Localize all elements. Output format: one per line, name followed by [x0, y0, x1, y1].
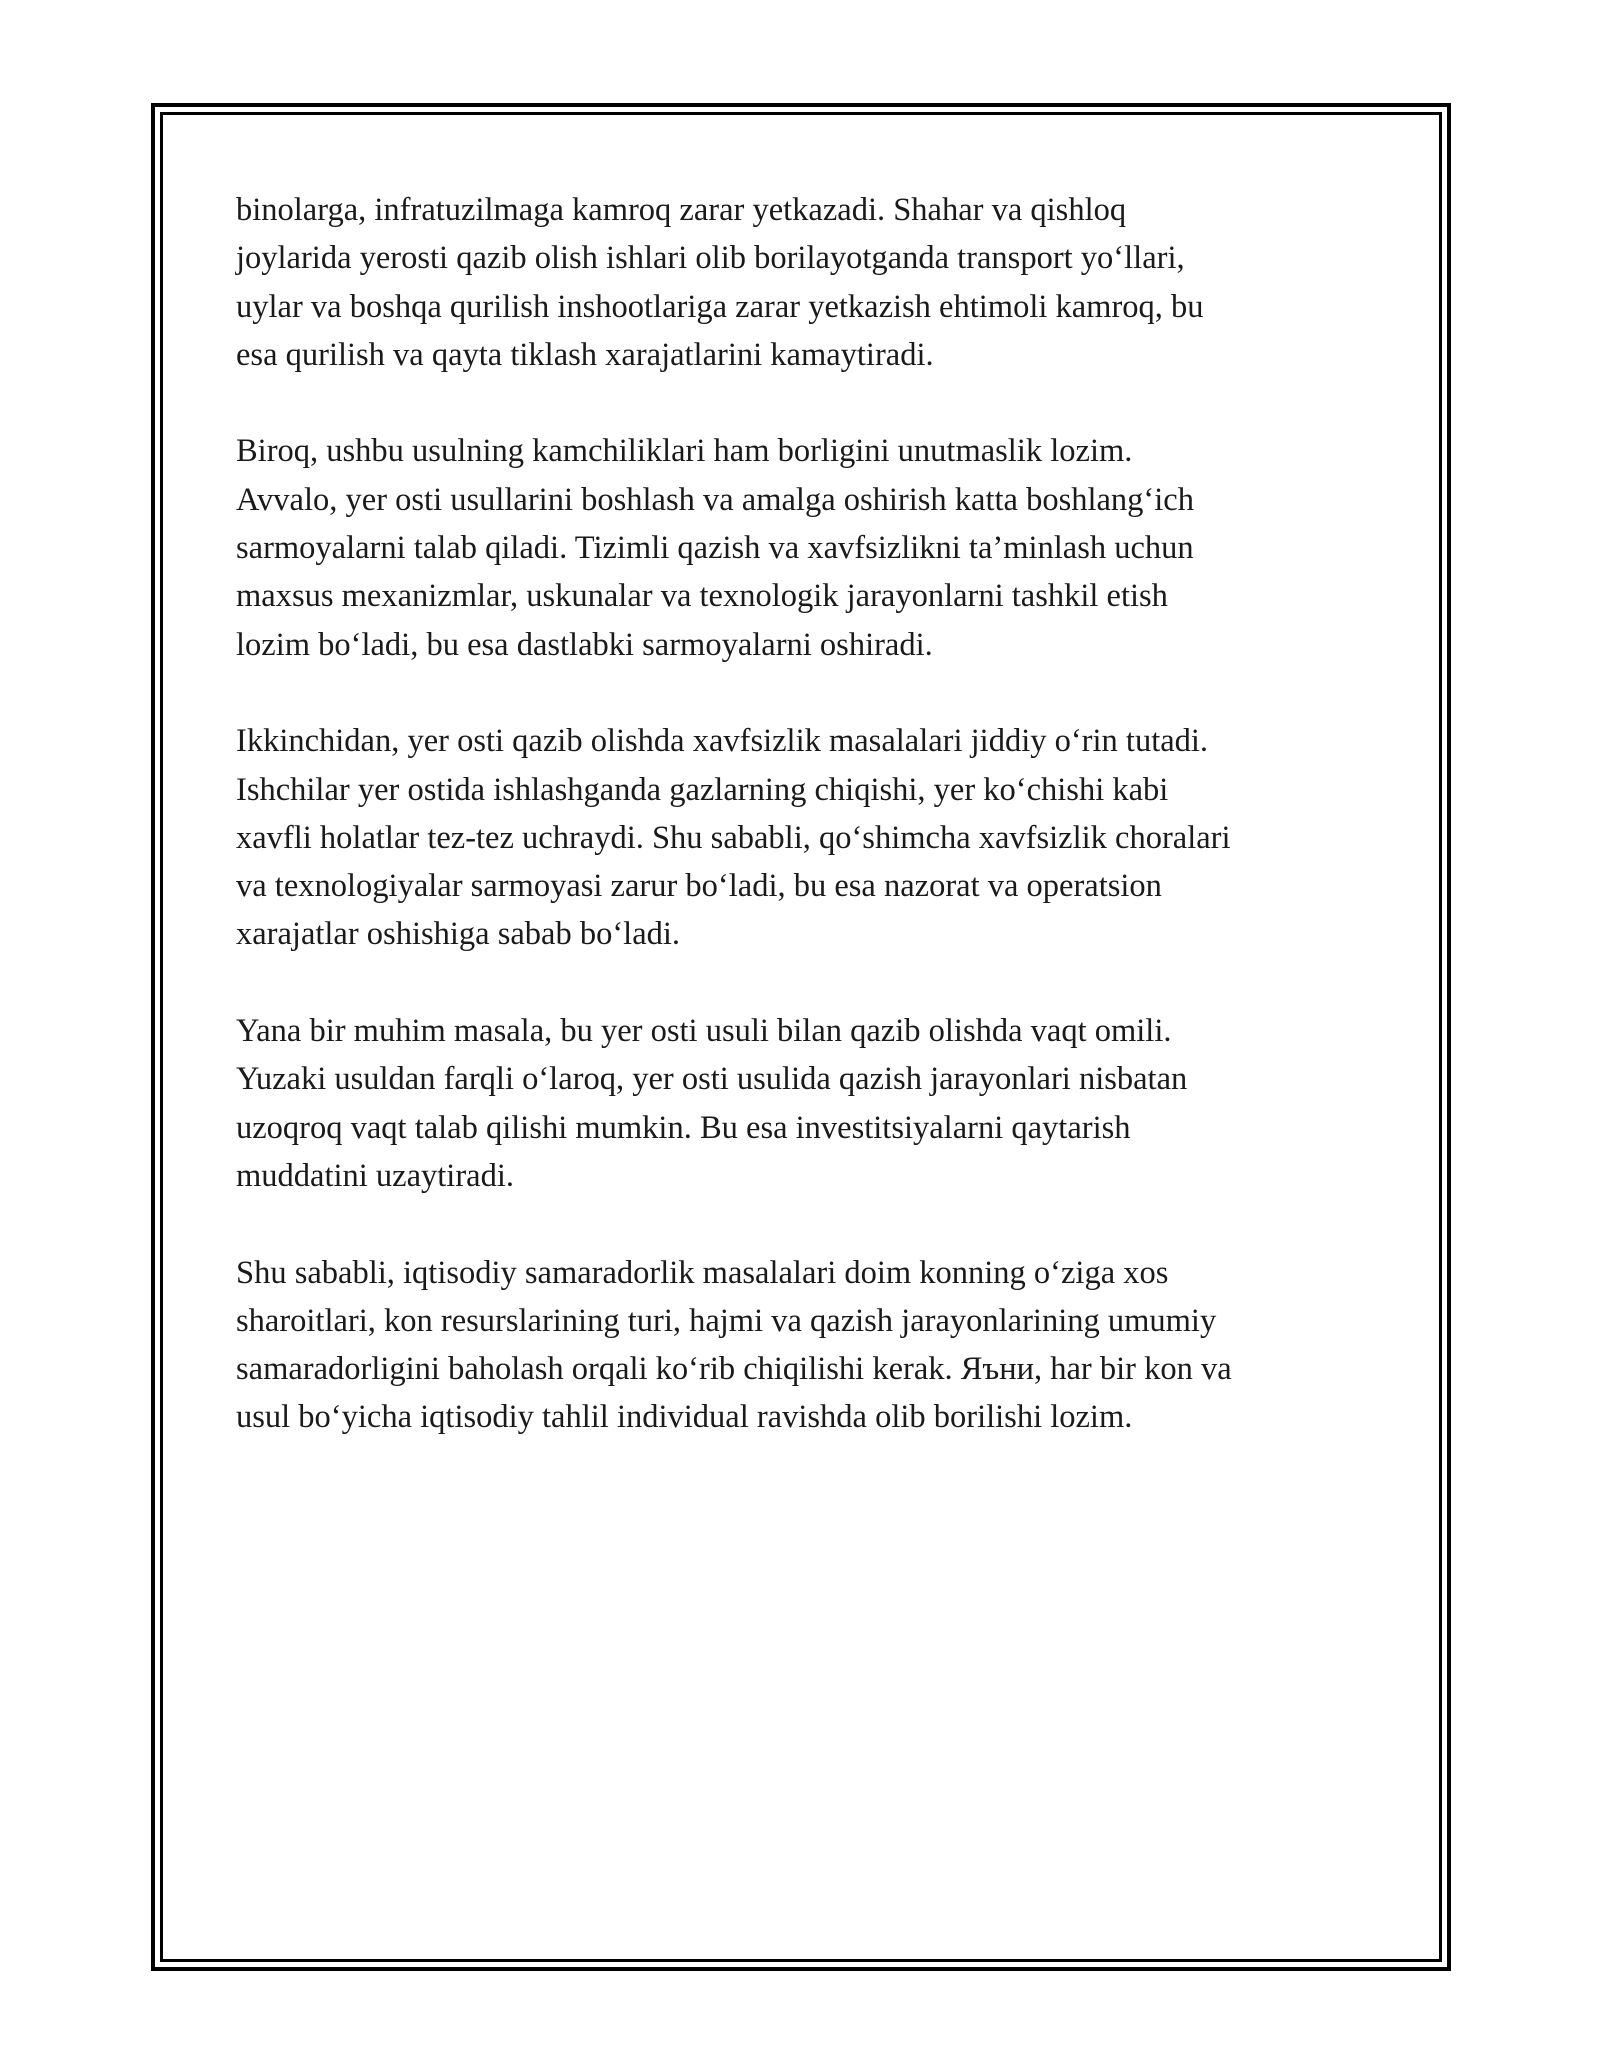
paragraph-2 — [236, 427, 1376, 668]
text-line: uylar va boshqa qurilish inshootlariga zarar yetkazish ehtimoli kamroq, bu — [236, 288, 1204, 325]
text-line: Ikkinchidan, yer osti qazib olishda xavfsizlik masalalari jiddiy o‘rin tutadi. — [236, 723, 1209, 760]
paragraph-3 — [236, 717, 1376, 958]
text-line: muddatini uzaytiradi. — [236, 1157, 514, 1194]
text-line: xavfli holatlar tez-tez uchraydi. Shu sababli, qo‘shimcha xavfsizlik choralari — [236, 819, 1231, 856]
text-line: Ishchilar yer ostida ishlashganda gazlarning chiqishi, yer ko‘chishi kabi — [236, 771, 1169, 808]
text-line: sharoitlari, kon resurslarining turi, hajmi va qazish jarayonlarining umumiy — [236, 1302, 1217, 1339]
text-line: binolarga, infratuzilmaga kamroq zarar yetkazadi. Shahar va qishloq — [236, 192, 1127, 228]
text-line: Yuzaki usuldan farqli o‘laroq, yer osti usulida qazish jarayonlari nisbatan — [236, 1061, 1188, 1098]
text-line: lozim bo‘ladi, bu esa dastlabki sarmoyalarni oshiradi. — [236, 626, 933, 663]
text-line: samaradorligini baholash orqali ko‘rib chiqilishi kerak. Яъни, har bir kon va — [236, 1351, 1232, 1388]
text-line: xarajatlar oshishiga sabab bo‘ladi. — [236, 916, 681, 953]
paragraph-4 — [236, 1007, 1376, 1200]
text-line: maxsus mexanizmlar, uskunalar va texnologik jarayonlarni tashkil etish — [236, 578, 1168, 615]
document-body — [236, 186, 1376, 1490]
text-line: usul bo‘yicha iqtisodiy tahlil individual ravishda olib borilishi lozim. — [236, 1399, 1133, 1436]
paragraph-1 — [236, 186, 1376, 379]
text-line: Avvalo, yer osti usullarini boshlash va amalga oshirish katta boshlang‘ich — [236, 481, 1194, 518]
paragraph-5 — [236, 1249, 1376, 1442]
text-line: Shu sababli, iqtisodiy samaradorlik masalalari doim konning o‘ziga xos — [236, 1254, 1169, 1291]
text-line: esa qurilish va qayta tiklash xarajatlarini kamaytiradi. — [236, 336, 934, 373]
text-line: Biroq, ushbu usulning kamchiliklari ham borligini unutmaslik lozim. — [236, 433, 1133, 470]
text-line: Yana bir muhim masala, bu yer osti usuli bilan qazib olishda vaqt omili. — [236, 1013, 1172, 1050]
text-line: uzoqroq vaqt talab qilishi mumkin. Bu esa investitsiyalarni qaytarish — [236, 1109, 1131, 1146]
text-line: joylarida yerosti qazib olish ishlari olib borilayotganda transport yo‘llari, — [236, 240, 1185, 277]
text-line: sarmoyalarni talab qiladi. Tizimli qazish va xavfsizlikni ta’minlash uchun — [236, 530, 1194, 567]
text-line: va texnologiyalar sarmoyasi zarur bo‘ladi, bu esa nazorat va operatsion — [236, 868, 1162, 905]
